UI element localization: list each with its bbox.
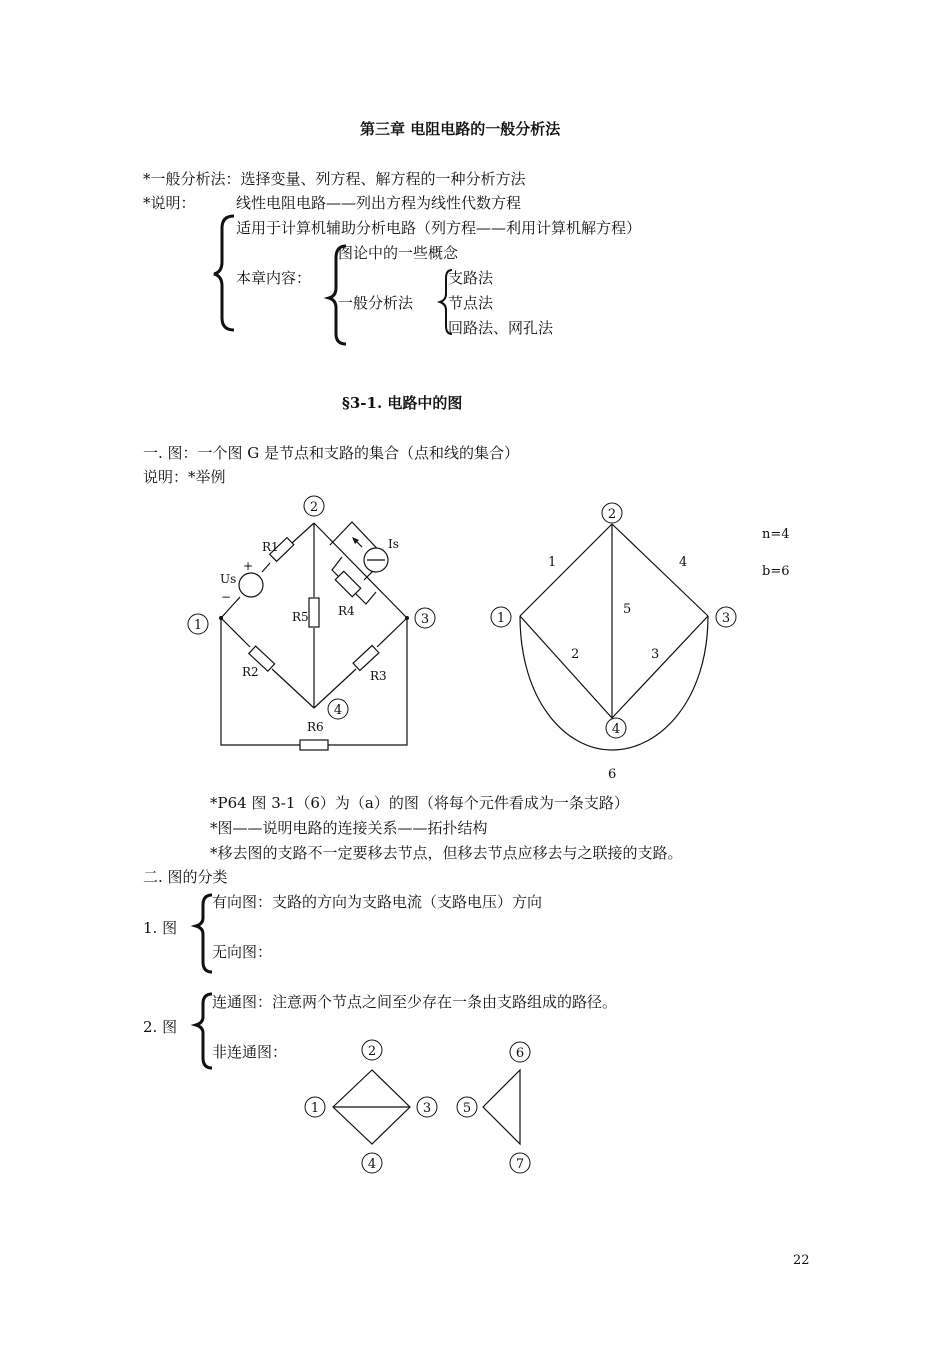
- label-r4: R4: [338, 604, 355, 618]
- classification-item2-label: 2. 图: [143, 1018, 178, 1036]
- graph-node-3: 3: [721, 611, 731, 626]
- branch-count-label: b=6: [762, 564, 790, 579]
- method-loop: 回路法、网孔法: [448, 319, 554, 337]
- note-p64: *P64 图 3-1（6）为（a）的图（将每个元件看成为一条支路）: [210, 794, 629, 812]
- content-label: 本章内容：: [236, 269, 312, 287]
- note-topology: *图——说明电路的连接关系——拓扑结构: [210, 819, 488, 837]
- dg-node-7: 7: [515, 1157, 525, 1172]
- content-item-graph-theory: 图论中的一些概念: [338, 244, 459, 262]
- page-number: 22: [793, 1253, 810, 1268]
- section-title: §3-1. 电路中的图: [342, 394, 463, 412]
- method-node: 节点法: [448, 294, 494, 312]
- note-remove-branch: *移去图的支路不一定要移去节点，但移去节点应移去与之联接的支路。: [210, 844, 683, 862]
- circuit-node-2: 2: [309, 500, 319, 515]
- graph-node-2: 2: [607, 507, 617, 522]
- note-item-linear: 线性电阻电路——列出方程为线性代数方程: [236, 194, 522, 212]
- content-item-general-method: 一般分析法: [338, 294, 414, 312]
- branch-label-5: 5: [623, 602, 632, 617]
- label-r3: R3: [370, 669, 387, 683]
- note-label: *说明：: [143, 194, 196, 212]
- branch-label-6: 6: [608, 767, 617, 782]
- circuit-node-1: 1: [193, 618, 203, 633]
- intro-line: *一般分析法：选择变量、列方程、解方程的一种分析方法: [143, 170, 526, 188]
- classification-heading: 二. 图的分类: [143, 868, 228, 886]
- dg-node-5: 5: [462, 1101, 472, 1116]
- label-minus: −: [221, 590, 232, 604]
- graph-example-label: 说明：*举例: [143, 468, 226, 486]
- dg-node-4: 4: [367, 1157, 377, 1172]
- graph-node-1: 1: [496, 611, 506, 626]
- circuit-node-4: 4: [333, 703, 343, 718]
- graph-definition: 一. 图：一个图 G 是节点和支路的集合（点和线的集合）: [143, 444, 520, 462]
- label-plus: +: [243, 559, 254, 573]
- circuit-node-3: 3: [420, 612, 430, 627]
- branch-label-1: 1: [548, 555, 557, 570]
- dg-node-2: 2: [367, 1044, 377, 1059]
- dg-node-3: 3: [422, 1101, 432, 1116]
- label-r6: R6: [307, 720, 324, 734]
- chapter-title: 第三章 电阻电路的一般分析法: [360, 120, 561, 138]
- label-r5: R5: [292, 610, 309, 624]
- note-item-computer: 适用于计算机辅助分析电路（列方程——利用计算机解方程）: [236, 219, 642, 237]
- dg-node-6: 6: [515, 1046, 525, 1061]
- method-branch: 支路法: [448, 269, 494, 287]
- directed-graph-text: 有向图：支路的方向为支路电流（支路电压）方向: [212, 893, 543, 911]
- branch-label-3: 3: [651, 647, 660, 662]
- node-count-label: n=4: [762, 527, 790, 542]
- undirected-graph-text: 无向图：: [212, 943, 273, 961]
- label-r1: R1: [262, 540, 279, 554]
- classification-item1-label: 1. 图: [143, 919, 178, 937]
- dg-node-1: 1: [310, 1101, 320, 1116]
- branch-label-4: 4: [679, 555, 688, 570]
- label-is: Is: [388, 537, 399, 551]
- label-r2: R2: [242, 665, 259, 679]
- connected-graph-text: 连通图：注意两个节点之间至少存在一条由支路组成的路径。: [212, 993, 618, 1011]
- graph-node-4: 4: [611, 722, 621, 737]
- label-us: Us: [220, 572, 237, 586]
- disconnected-graph-text: 非连通图：: [212, 1043, 288, 1061]
- branch-label-2: 2: [571, 647, 580, 662]
